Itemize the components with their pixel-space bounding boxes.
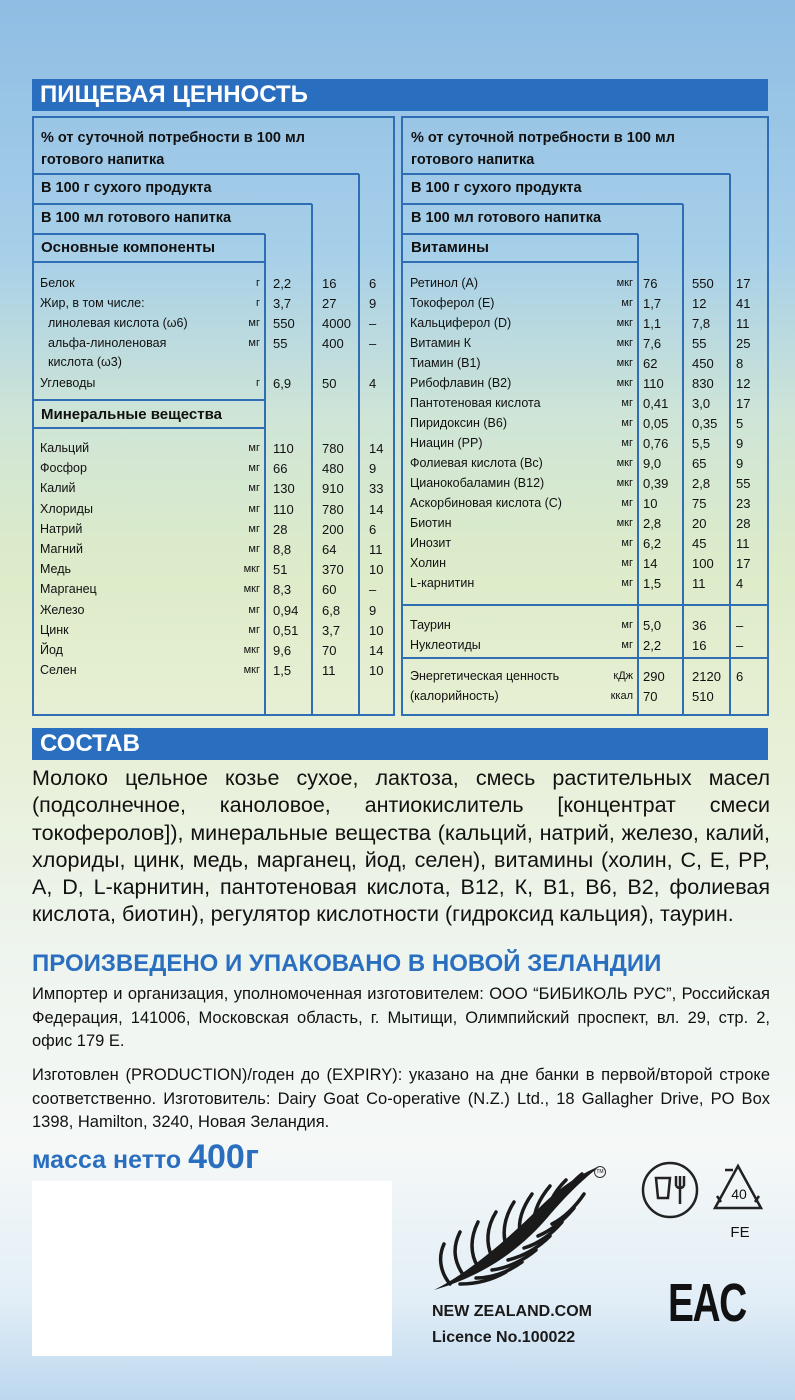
mineral-row-unit: мг — [248, 482, 260, 495]
mineral-row-name: Марганец — [40, 582, 97, 597]
vitamin-row-dry: 1,1 — [643, 316, 662, 331]
vitamin-row-dry: 1,7 — [643, 296, 662, 311]
vitamin-row-name: Аскорбиновая кислота (С) — [410, 496, 562, 510]
main-row-name: альфа-линоленовая — [48, 336, 167, 350]
energy-row-dry: 290 — [643, 669, 665, 684]
vitamin-row-unit: мкг — [616, 337, 633, 349]
calorie-row-ready: 510 — [692, 689, 714, 704]
main-row-ready: 50 — [322, 376, 337, 391]
mineral-row-name: Фосфор — [40, 461, 87, 476]
mineral-row-dry: 8,8 — [273, 542, 292, 557]
main-row-dry: 55 — [273, 336, 288, 351]
vitamin-row-dry: 0,41 — [643, 396, 669, 411]
vitamin-row-pct: 5 — [736, 416, 744, 431]
mineral-row-unit: мг — [248, 522, 260, 535]
vitamin-row-ready: 5,5 — [692, 436, 711, 451]
mineral-row-ready: 6,8 — [322, 602, 341, 618]
calorie-row-dry: 70 — [643, 689, 658, 704]
vitamin-row-unit: мг — [621, 537, 633, 549]
mineral-row-pct: 10 — [369, 562, 384, 578]
vitamin-row-name: Кальциферол (D) — [410, 316, 512, 330]
vitamin-row-dry: 110 — [643, 376, 664, 391]
nutrition-heading: ПИЩЕВАЯ ЦЕННОСТЬ — [32, 79, 768, 111]
other-row-pct: – — [736, 637, 744, 653]
vitamin-row-ready: 7,8 — [692, 316, 711, 331]
food-safe-icon — [640, 1160, 700, 1220]
mineral-row-pct: 6 — [369, 521, 377, 537]
mineral-row-dry: 0,51 — [273, 622, 299, 638]
nz-site-text: NEW ZEALAND.COM — [432, 1303, 592, 1320]
vitamin-row-ready: 20 — [692, 516, 707, 531]
energy-row-ready: 2120 — [692, 669, 721, 684]
vitamin-row-unit: мг — [621, 417, 633, 429]
vitamin-row-name: Ретинол (А) — [410, 276, 479, 290]
other-row-ready: 36 — [692, 618, 707, 633]
main-row-pct: 9 — [369, 296, 377, 311]
vitamin-row-pct: 4 — [736, 576, 744, 591]
mineral-row-unit: мкг — [243, 664, 260, 677]
mineral-row-name: Селен — [40, 663, 77, 678]
trademark-symbol: TM — [594, 1166, 606, 1178]
vitamin-row-dry: 76 — [643, 276, 658, 291]
net-weight-value: 400г — [188, 1138, 259, 1176]
main-row-name: кислота (ω3) — [48, 355, 122, 369]
vitamin-row-name: Фолиевая кислота (Вс) — [410, 456, 543, 470]
main-row-ready: 4000 — [322, 316, 351, 331]
right-ready-header: В 100 мл готового напитка — [411, 210, 602, 226]
main-row-unit: мг — [248, 337, 260, 349]
vitamin-row-ready: 75 — [692, 496, 707, 511]
vitamin-row-name: Холин — [410, 556, 447, 570]
vitamins-header: Витамины — [411, 239, 489, 256]
blank-label-area — [32, 1181, 392, 1356]
vitamin-row-name: Ниацин (PP) — [410, 436, 483, 450]
energy-row-unit: кДж — [613, 670, 633, 682]
mineral-row-ready: 3,7 — [322, 622, 341, 638]
vitamin-row-pct: 9 — [736, 456, 744, 471]
main-row-dry: 2,2 — [273, 276, 292, 291]
vitamin-row-dry: 7,6 — [643, 336, 662, 351]
main-row-name: Жир, в том числе: — [40, 296, 145, 310]
mineral-row-dry: 8,3 — [273, 582, 292, 598]
vitamin-row-pct: 12 — [736, 376, 751, 391]
mineral-row-dry: 110 — [273, 441, 294, 456]
vitamin-row-pct: 23 — [736, 496, 751, 511]
mineral-row-pct: 14 — [369, 643, 384, 658]
main-row-dry: 3,7 — [273, 296, 292, 311]
mineral-row-pct: 10 — [369, 663, 384, 679]
mineral-row-dry: 9,6 — [273, 643, 292, 658]
other-row-dry: 2,2 — [643, 637, 662, 653]
mineral-row-dry: 130 — [273, 481, 295, 497]
mineral-row-pct: 11 — [369, 542, 383, 557]
mineral-row-ready: 70 — [322, 643, 337, 658]
vitamin-row-pct: 17 — [736, 556, 751, 571]
vitamin-row-unit: мкг — [616, 357, 633, 369]
vitamin-row-ready: 2,8 — [692, 476, 711, 491]
mineral-row-dry: 0,94 — [273, 602, 299, 618]
vitamin-row-dry: 14 — [643, 556, 658, 571]
minerals-header: Минеральные вещества — [41, 406, 222, 423]
vitamin-row-dry: 0,76 — [643, 436, 669, 451]
vitamin-row-ready: 100 — [692, 556, 714, 571]
mineral-row-pct: – — [369, 582, 377, 598]
recycle-number: 40 — [731, 1186, 747, 1202]
vitamin-row-name: Пантотеновая кислота — [410, 396, 541, 410]
other-row-unit: мг — [621, 619, 633, 631]
vitamin-row-unit: мг — [621, 397, 633, 409]
vitamin-row-name: Биотин — [410, 516, 452, 530]
mineral-row-pct: 33 — [369, 481, 384, 497]
main-row-name: Углеводы — [40, 376, 96, 390]
vitamin-row-dry: 62 — [643, 356, 658, 371]
other-row-dry: 5,0 — [643, 618, 662, 633]
mineral-row-pct: 10 — [369, 622, 384, 638]
vitamin-row-dry: 2,8 — [643, 516, 662, 531]
mineral-row-dry: 110 — [273, 501, 294, 517]
other-row-pct: – — [736, 618, 744, 633]
mineral-row-name: Хлориды — [40, 501, 93, 516]
vitamin-row-unit: мг — [621, 437, 633, 449]
vitamin-row-dry: 9,0 — [643, 456, 662, 471]
vitamin-row-name: L-карнитин — [410, 576, 475, 590]
vitamin-row-ready: 0,35 — [692, 416, 718, 431]
vitamin-row-pct: 9 — [736, 436, 744, 451]
other-row-ready: 16 — [692, 637, 707, 653]
main-components-header: Основные компоненты — [41, 239, 216, 256]
main-row-pct: – — [369, 316, 377, 331]
vitamin-row-pct: 25 — [736, 336, 751, 351]
main-row-unit: мг — [248, 317, 260, 329]
vitamin-row-pct: 11 — [736, 316, 750, 331]
mineral-row-ready: 370 — [322, 562, 344, 578]
mineral-row-name: Магний — [40, 542, 83, 556]
vitamin-row-ready: 550 — [692, 276, 714, 291]
recycle-code: FE — [730, 1224, 750, 1241]
mineral-row-name: Кальций — [40, 441, 90, 455]
vitamin-row-pct: 11 — [736, 536, 750, 551]
other-row-name: Таурин — [410, 618, 451, 632]
composition-heading: СОСТАВ — [32, 728, 768, 760]
produced-in-text: ПРОИЗВЕДЕНО И УПАКОВАНО В НОВОЙ ЗЕЛАНДИИ — [32, 950, 662, 977]
mineral-row-name: Железо — [40, 602, 85, 617]
vitamin-row-name: Витамин К — [410, 336, 472, 350]
main-row-name: Белок — [40, 276, 75, 290]
vitamin-row-dry: 6,2 — [643, 536, 662, 551]
main-row-pct: – — [369, 336, 377, 351]
manufacturer-text: Изготовлен (PRODUCTION)/годен до (EXPIRY): указано на дне банки в первой/второй строке соответственно. Изготовитель: Dairy Goat Co-operative (N.Z.) Ltd., 18 Gallagher Drive, PO Box 1398, Hamilton, 3240, Новая Зеландия. — [32, 1066, 770, 1131]
mineral-row-unit: мг — [248, 442, 260, 454]
vitamin-row-dry: 0,39 — [643, 476, 669, 491]
mineral-row-unit: мкг — [243, 583, 260, 596]
vitamin-row-name: Тиамин (B1) — [410, 356, 481, 370]
vitamin-row-name: Токоферол (Е) — [410, 296, 495, 310]
vitamin-row-ready: 3,0 — [692, 396, 711, 411]
vitamin-row-ready: 45 — [692, 536, 707, 551]
mineral-row-name: Калий — [40, 481, 76, 496]
left-ready-header: В 100 мл готового напитка — [41, 210, 232, 226]
main-row-unit: г — [255, 277, 260, 289]
mineral-row-name: Цинк — [40, 622, 69, 637]
vitamin-row-pct: 17 — [736, 396, 751, 411]
vitamin-row-ready: 55 — [692, 336, 707, 351]
vitamin-row-name: Рибофлавин (B2) — [410, 376, 512, 390]
right-dry-header: В 100 г сухого продукта — [411, 180, 582, 196]
vitamin-row-ready: 830 — [692, 376, 714, 391]
other-row-unit: мг — [621, 638, 633, 651]
vitamin-row-ready: 12 — [692, 296, 707, 311]
mineral-row-ready: 780 — [322, 441, 344, 456]
mineral-row-ready: 480 — [322, 461, 344, 477]
composition-text: Молоко цельное козье сухое, лактоза, смесь растительных масел (подсолнечное, каноловое, антиокислитель [концентрат смеси токоферолов]), минеральные вещества (кальций, натрий, железо, калий, хлориды, цинк, медь, марганец, йод, селен), витамины (холин, С, Е, PP, А, D, L-карнитин, пантотеновая кислота, B12, К, B1, B6, B2, фолиевая кислота, биотин), регулятор кислотности (гидроксид кальция), таурин. — [32, 766, 770, 927]
mineral-row-name: Йод — [40, 643, 63, 657]
vitamin-row-dry: 1,5 — [643, 576, 662, 591]
mineral-row-pct: 14 — [369, 501, 384, 517]
mineral-row-name: Медь — [40, 562, 72, 577]
energy-row-name: Энергетическая ценность — [410, 669, 560, 683]
vitamin-row-name: Инозит — [410, 536, 452, 550]
mineral-row-unit: мг — [248, 462, 260, 475]
vitamin-row-pct: 8 — [736, 356, 744, 371]
main-row-ready: 400 — [322, 336, 344, 351]
mineral-row-dry: 66 — [273, 461, 288, 477]
mineral-row-ready: 11 — [322, 663, 336, 679]
vitamin-row-pct: 55 — [736, 476, 751, 491]
left-dry-header: В 100 г сухого продукта — [41, 180, 212, 196]
mineral-row-dry: 1,5 — [273, 663, 292, 679]
vitamin-row-dry: 10 — [643, 496, 658, 511]
mineral-row-pct: 9 — [369, 602, 377, 618]
vitamin-row-pct: 41 — [736, 296, 751, 311]
vitamin-row-unit: мкг — [616, 317, 633, 329]
main-row-pct: 6 — [369, 276, 377, 291]
mineral-row-ready: 64 — [322, 542, 337, 557]
vitamin-row-name: Цианокобаламин (B12) — [410, 476, 545, 490]
mineral-row-unit: мг — [248, 603, 260, 616]
main-row-name: линолевая кислота (ω6) — [48, 316, 188, 330]
main-row-ready: 27 — [322, 296, 337, 311]
licence-text: Licence No.100022 — [432, 1329, 576, 1346]
vitamin-row-name: Пиридоксин (B6) — [410, 416, 507, 430]
other-row-name: Нуклеотиды — [410, 637, 481, 652]
vitamin-row-unit: мкг — [616, 277, 633, 289]
vitamin-row-unit: мг — [621, 497, 633, 509]
mineral-row-unit: мкг — [243, 563, 260, 576]
vitamin-row-pct: 28 — [736, 516, 751, 531]
vitamin-row-unit: мг — [621, 297, 633, 309]
vitamin-row-unit: мг — [621, 557, 633, 569]
mineral-row-ready: 910 — [322, 481, 344, 497]
importer-text: Импортер и организация, уполномоченная изготовителем: ООО “БИБИКОЛЬ РУС”, Российская Федерация, 141006, Московская область, г. Мытищи, Олимпийский проспект, вл. 29, стр. 2, офис 179 Е. — [32, 985, 770, 1050]
net-weight-label: масса нетто — [32, 1146, 189, 1174]
vitamin-row-ready: 65 — [692, 456, 707, 471]
eac-mark: EAC — [668, 1273, 746, 1333]
main-row-dry: 6,9 — [273, 376, 292, 391]
vitamin-row-unit: мг — [621, 577, 633, 589]
mineral-row-unit: мкг — [243, 644, 260, 656]
vitamin-row-unit: мкг — [616, 457, 633, 469]
energy-row-pct: 6 — [736, 669, 744, 684]
mineral-row-unit: мг — [248, 623, 260, 636]
vitamin-row-dry: 0,05 — [643, 416, 669, 431]
vitamin-row-ready: 450 — [692, 356, 714, 371]
mineral-row-pct: 9 — [369, 461, 377, 477]
mineral-row-ready: 200 — [322, 521, 344, 537]
mineral-row-pct: 14 — [369, 441, 384, 456]
mineral-row-dry: 51 — [273, 562, 288, 578]
mineral-row-ready: 60 — [322, 582, 337, 598]
mineral-row-name: Натрий — [40, 521, 83, 536]
net-weight — [32, 1138, 259, 1177]
vitamin-row-pct: 17 — [736, 276, 751, 291]
right-daily-pct-header: % от суточной потребности в 100 мл готового напитка — [411, 130, 675, 168]
vitamin-row-unit: мкг — [616, 477, 633, 489]
vitamin-row-unit: мкг — [616, 377, 633, 389]
mineral-row-dry: 28 — [273, 521, 288, 537]
main-row-ready: 16 — [322, 276, 337, 291]
main-row-unit: г — [255, 377, 260, 389]
silver-fern-icon — [430, 1162, 610, 1292]
left-daily-pct-header: % от суточной потребности в 100 мл готового напитка — [41, 130, 305, 168]
vitamin-row-unit: мкг — [616, 517, 633, 529]
calorie-row-name: (калорийность) — [410, 689, 499, 703]
mineral-row-unit: мг — [248, 543, 260, 555]
main-row-pct: 4 — [369, 376, 377, 391]
calorie-row-unit: ккал — [610, 690, 633, 702]
main-row-dry: 550 — [273, 316, 295, 331]
mineral-row-ready: 780 — [322, 501, 344, 517]
vitamin-row-ready: 11 — [692, 576, 706, 591]
main-row-unit: г — [255, 297, 260, 309]
mineral-row-unit: мг — [248, 502, 260, 515]
